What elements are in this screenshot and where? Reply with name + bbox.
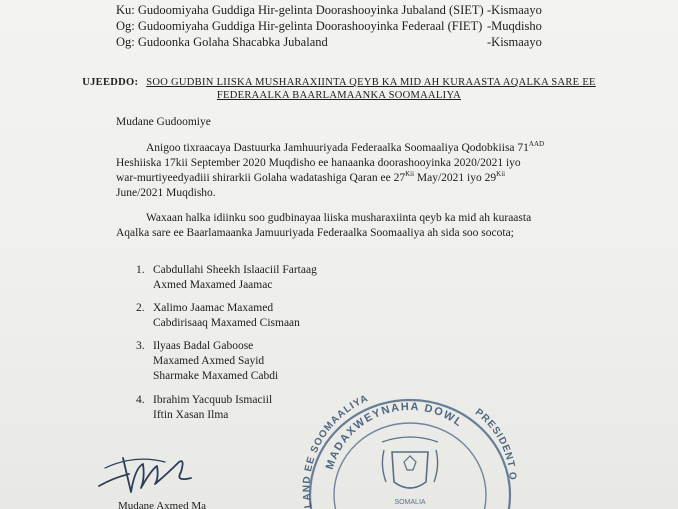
salutation: Mudane Gudoomiye <box>116 116 211 128</box>
paragraph-1-line-3 <box>116 170 505 186</box>
candidate-name: Xalimo Jaamac Maxamed <box>153 302 274 314</box>
subject-line-1: SOO GUDBIN LIISKA MUSHARAXIINTA QEYB KA MID AH KURAASTA AQALKA SARE EE <box>146 77 596 88</box>
signatory-name-partial: Mudane Axmed Ma <box>118 500 206 509</box>
paragraph-1-sup-2: Kii <box>405 170 415 179</box>
addressee-location-3: -Kismaayo <box>487 35 542 49</box>
paragraph-1-sup-3: Kii <box>496 170 506 179</box>
candidate-name: Sharmake Maxamed Cabdi <box>153 370 279 382</box>
candidate-name: Cabdullahi Sheekh Islaaciil Fartaag <box>153 264 317 276</box>
candidate-name: Cabdirisaaq Maxamed Cismaan <box>153 317 300 329</box>
candidate-number: 4. <box>136 394 145 406</box>
addressee-location-2: -Muqdisho <box>487 19 542 33</box>
paragraph-1-line-1 <box>146 140 544 156</box>
paragraph-1-line-1-text: Anigoo tixraacaya Dastuurka Jamhuuriyada Federaalka Soomaaliya Qodobkiisa 71 <box>146 142 529 154</box>
paragraph-2-line-1: Waxaan halka idiinku soo gudbinayaa liiska musharaxiinta qeyb ka mid ah kuraasta <box>146 212 532 224</box>
subject-line-2: FEDERAALKA BAARLAMAANKA SOOMAALIYA <box>216 90 462 101</box>
paragraph-1-line-3b: May/2021 iyo 29 <box>414 172 497 184</box>
stamp-center-text: SOMALIA <box>394 499 426 506</box>
candidate-number: 2. <box>136 302 145 314</box>
addressee-line-1: Ku: Gudoomiyaha Guddiga Hir-gelinta Doorashooyinka Jubaland (SIET) <box>116 3 484 17</box>
stamp-top-text: MADAXWEYNAHA DOWL <box>323 400 466 472</box>
candidate-name: Ibrahim Yacquub Ismaciil <box>153 394 273 406</box>
candidate-number: 1. <box>136 264 145 276</box>
paragraph-1-line-2: Heshiiska 17kii September 2020 Muqdisho ee hanaanka doorashooyinka 2020/2021 iyo <box>116 157 521 169</box>
paragraph-2-line-2: Aqalka sare ee Baarlamaanka Jamuuriyada Federaalka Soomaaliya ah sida soo socota; <box>116 227 514 239</box>
addressee-line-2: Og: Gudoomiyaha Guddiga Hir-gelinta Doorashooyinka Federaal (FIET) <box>116 19 483 33</box>
paragraph-1-line-4: June/2021 Muqdisho. <box>116 187 216 199</box>
candidate-name: Maxamed Axmed Sayid <box>153 355 265 367</box>
stamp-right-text: PRESIDENT O <box>472 406 518 482</box>
subject-label: UJEEDDO: <box>82 77 139 88</box>
stamp-left-text: LAND EE SOOMAALIYA <box>301 392 371 509</box>
handwritten-signature <box>95 448 205 498</box>
official-stamp <box>300 370 520 509</box>
paragraph-1-line-3a: war-murtiyeedyadiii shirarkii Golaha wadatashiga Qaran ee 27 <box>116 172 406 184</box>
candidate-name: Ilyaas Badal Gaboose <box>153 340 254 352</box>
candidate-name: Axmed Maxamed Jaamac <box>153 279 273 291</box>
emblem-icon <box>382 437 438 488</box>
candidate-number: 3. <box>136 340 145 352</box>
candidate-name: Iftin Xasan Ilma <box>153 409 229 421</box>
addressee-line-3: Og: Gudoonka Golaha Shacabka Jubaland <box>116 35 328 49</box>
paragraph-1-sup: AAD <box>528 140 545 149</box>
subject-block <box>0 76 678 102</box>
addressee-location-1: -Kismaayo <box>487 3 542 17</box>
